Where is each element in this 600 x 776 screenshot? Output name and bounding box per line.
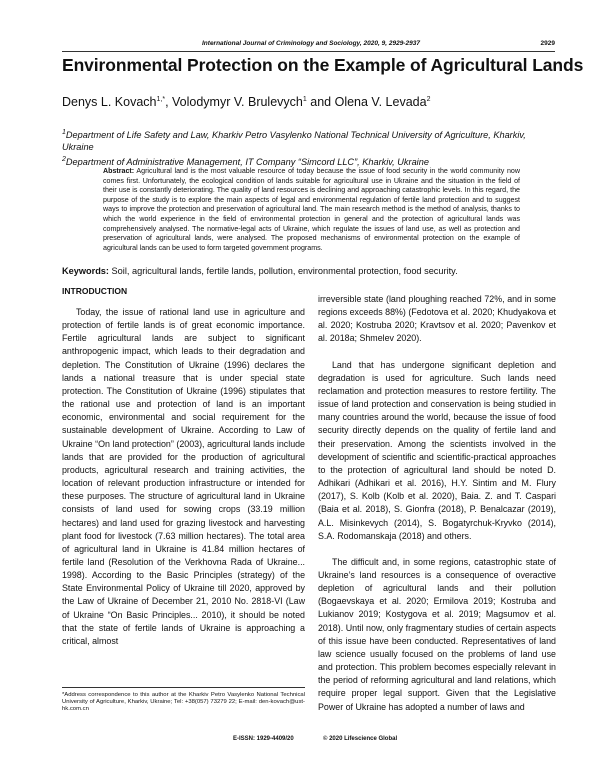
affiliation xyxy=(62,127,552,153)
right-column xyxy=(318,293,556,727)
author-affiliation-marker: 1 xyxy=(302,95,307,103)
affiliation xyxy=(62,154,552,168)
body-paragraph: irreversible state (land ploughing reached 72%, and in some regions exceeds 88%) (Fedotova et al. 2020; Khudyakova et al. 2020; Kostruba 2020; Kravtsov et al. 2020; Pavenkov et al. 2018a; Shmelev 2020). xyxy=(318,294,556,344)
author-separator: , xyxy=(165,95,173,109)
author-separator: and xyxy=(306,95,335,109)
author-list xyxy=(62,95,430,109)
paper-title: Environmental Protection on the Example of Agricultural Lands xyxy=(62,55,584,75)
abstract xyxy=(103,167,520,253)
affiliation-marker: 2 xyxy=(62,156,66,163)
body-paragraph: The difficult and, in some regions, catastrophic state of Ukraine’s land resources is a consequence of overactive depletion of agricultural lands and their pollution (Bogaevskaya et al. 2020; Ermilova 2019; Kostruba and Lukianov 2019; Kostygova et al. 2019; Magsumov et al. 2018). Until now, only fragmentary studies of certain aspects of this issue have been conducted. Representatives of land law science usually focused on the problems of land use and protection. This problem becomes especially relevant in the period of reforming agricultural and land relations, which require proper legal support. Given that the Legislative Power of Ukraine has adopted a number of laws and xyxy=(318,556,556,712)
affiliation-text: Department of Administrative Management, IT Company “Simcord LLC”, Kharkiv, Ukraine xyxy=(65,157,429,168)
affiliation-marker: 1 xyxy=(62,129,66,136)
affiliation-text: Department of Life Safety and Law, Kharkiv Petro Vasylenko National Technical University of Agriculture, Kharkiv, Ukraine xyxy=(62,130,526,153)
author-name: Volodymyr V. Brulevych xyxy=(172,95,303,109)
abstract-text: Agricultural land is the most valuable resource of today because the issue of food security in the world community now comes first. Unfortunately, the ecological condition of lands suitable for agricultural use in Ukraine and the situation in the field of their use is constantly deteriorating. The quality of land resources is declining and approaching catastrophic levels. In this regard, the purpose of the study is to explore the main aspects of legal and environmental regulation of fertile land protection and to suggest ways to improve the protection and preservation of agricultural land. The main research method is the method of analysis, thanks to which the world experience in the field of environmental protection in general and the protection of agricultural lands was comprehensively analysed. The normative-legal acts of Ukraine, which regulate the issues of land use, as well as protection and preservation of agricultural lands, were analysed. The proposed mechanisms of environmental protection on the example of agricultural lands can be used to form targeted government programs. xyxy=(103,167,520,252)
journal-citation: International Journal of Criminology and Sociology, 2020, 9, 2929-2937 xyxy=(202,40,420,47)
author-name: Olena V. Levada xyxy=(334,95,427,109)
running-header xyxy=(62,40,555,52)
author-affiliation-marker: 1,* xyxy=(156,95,166,103)
keywords-text: Soil, agricultural lands, fertile lands, pollution, environmental protection, food security. xyxy=(111,266,458,276)
correspondence-footnote: *Address correspondence to this author at the Kharkiv Petro Vasylenko National Technical University of Agriculture, Kharkiv, Ukraine; Tel: +38(057) 73279 22; E-mail: den-kovach@ust-hk.com.cn xyxy=(62,692,305,713)
footnote-divider xyxy=(62,687,305,688)
abstract-label: Abstract: xyxy=(103,167,135,175)
left-column xyxy=(62,306,305,661)
keywords-label: Keywords: xyxy=(62,266,109,276)
copyright: © 2020 Lifescience Global xyxy=(323,736,398,742)
author-affiliation-marker: 2 xyxy=(426,95,431,103)
author-name: Denys L. Kovach xyxy=(62,95,157,109)
page-number: 2929 xyxy=(540,40,555,47)
eissn: E-ISSN: 1929-4409/20 xyxy=(233,736,294,742)
body-paragraph: Today, the issue of rational land use in agriculture and protection of fertile lands is of great economic importance. Fertile agricultural lands are subject to significant anthropogenic impact, which leads to their degradation and depletion. The Constitution of Ukraine (1996) declares the lands a national treasure that is under special state protection. The Constitution of Ukraine (1996) stipulates that the rational use and protection of land is an important economic, environmental and social requirement for the sustainable development of Ukraine. According to Law of Ukraine “On land protection” (2003), agricultural lands include lands that are provided for the production of agricultural products, agricultural research and training activities, the location of relevant production infrastructure or intended for these purposes. The structure of agricultural land in Ukraine consists of land used for sowing crops (33.19 million hectares) and land used for grazing livestock and harvesting plant food for livestock (7.63 million hectares). The total area of agricultural land in Ukraine is 41.84 million hectares of fertile land (Resolution of the Verkhovna Rada of Ukraine... 1998). According to the Basic Principles (strategy) of the State Environmental Policy of Ukraine till 2020, approved by the Law of Ukraine of December 21, 2010 No. 2818-VI (Law of Ukraine “On Basic Principles... 2010), it should be noted that the state of fertile lands of Ukraine is approaching a critical, almost xyxy=(62,307,305,646)
keywords xyxy=(62,266,458,276)
body-paragraph: Land that has undergone significant depletion and degradation is used for agriculture. Such lands need reclamation and protection measures to restore fertility. The issue of land protection and conservation is being studied in many countries around the world, because the issue of food security directly depends on the quality of fertile land and their preservation. Among the scientists involved in the development of scientific and scientific-practical approaches to the protection of agricultural land should be noted D. Adhikari (Adhikari et al. 2016), H.Y. Sintim and M. Flury (2017), S. Kolb (Kolb et al. 2020), Baia. Z. and T. Caspari (Baia et al. 2018), S. Gionfra (2018), P. Benalcazar (2019), A.L. Misinkevych (2014), S. Bogatyrchuk-Kryvko (2014), S.A. Rodomanskaja (2018) and others. xyxy=(318,359,556,541)
section-heading: INTRODUCTION xyxy=(62,286,128,296)
